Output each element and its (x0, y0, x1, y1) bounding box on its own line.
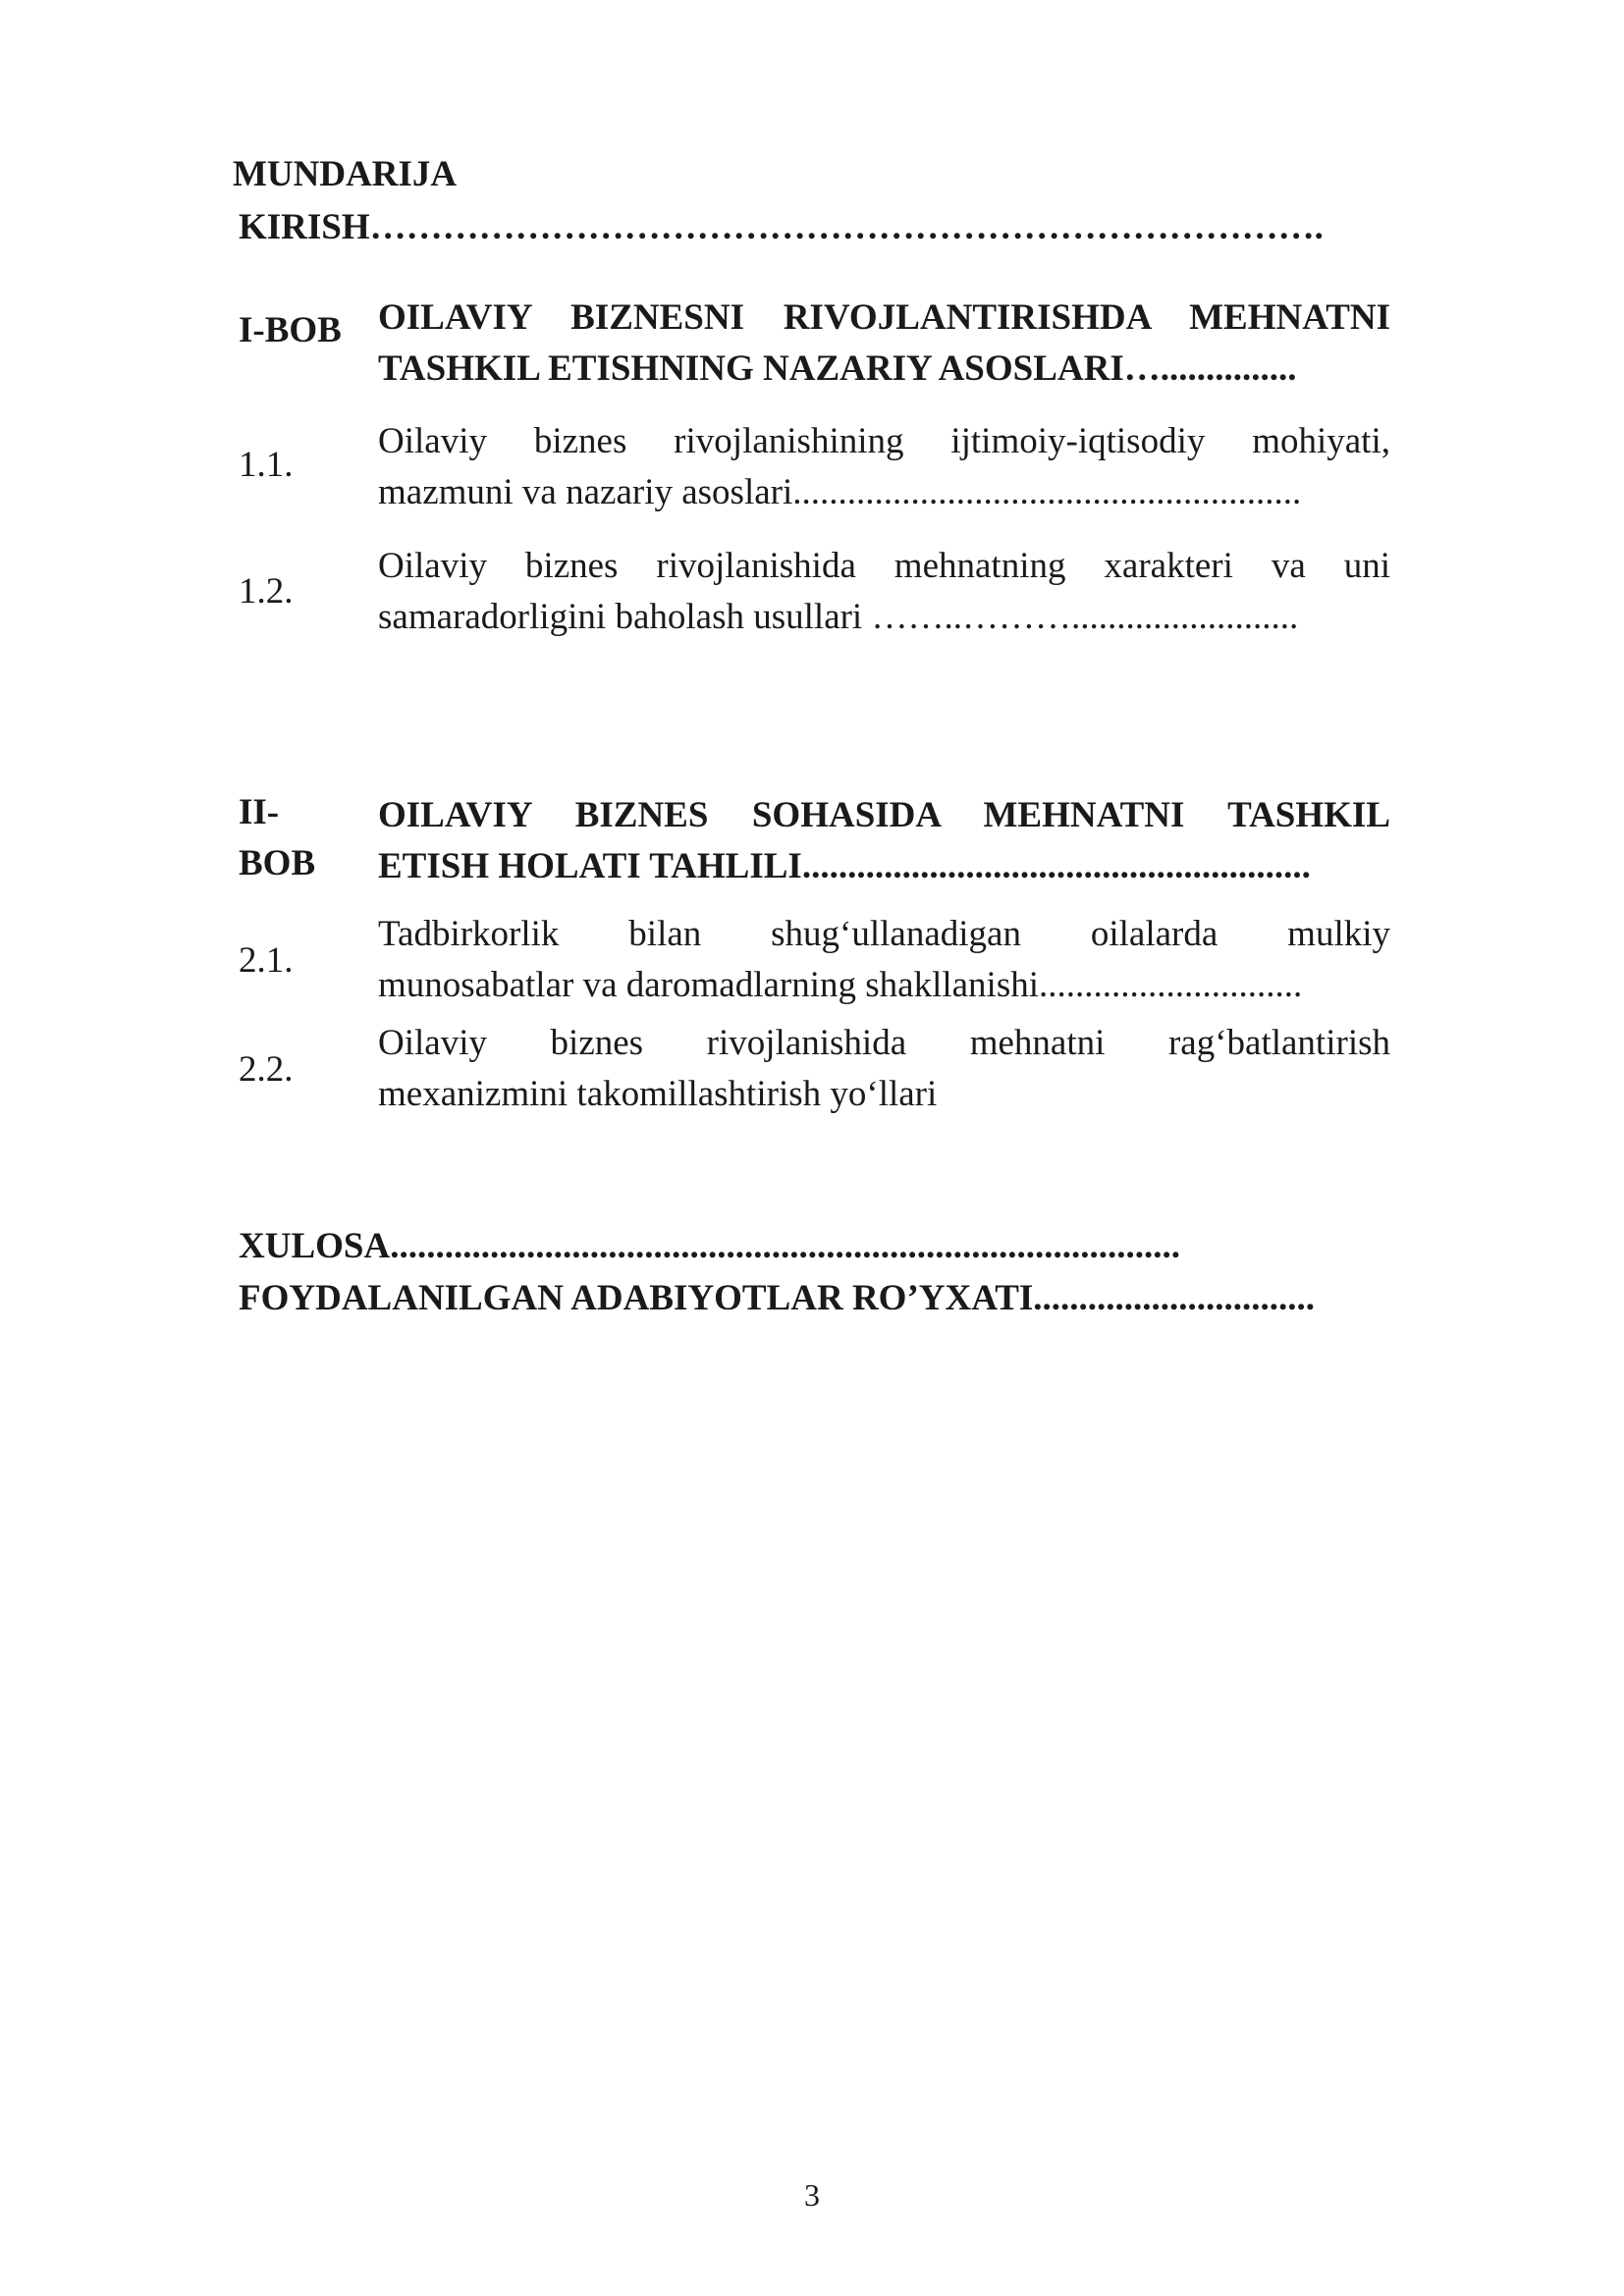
toc-heading: MUNDARIJA (233, 154, 458, 194)
page-number: 3 (804, 2177, 820, 2213)
section-2-2-title (378, 1018, 1390, 1120)
section-2-2-line-2: mexanizmini takomillashtirish yo‘llari (378, 1074, 938, 1114)
chapter-1-title-line-1: OILAVIY BIZNESNI RIVOJLANTIRISHDA MEHNATNI (378, 297, 1390, 338)
section-2-2-number: 2.2. (239, 1049, 294, 1090)
section-2-1-number: 2.1. (239, 940, 294, 981)
toc-entry-kirish: KIRISH……………………………………………………………………. (239, 207, 1324, 247)
chapter-2-title-line-2: ETISH HOLATI TAHLILI........................................................ (378, 846, 1311, 886)
section-2-1-line-1: Tadbirkorlik bilan shug‘ullanadigan oilalarda mulkiy (378, 914, 1390, 954)
section-1-1-title (378, 416, 1390, 518)
chapter-2-title (378, 790, 1390, 892)
section-1-1-line-1: Oilaviy biznes rivojlanishining ijtimoiy-iqtisodiy mohiyati, (378, 421, 1390, 461)
chapter-2-label-line-1: II- (239, 792, 280, 832)
section-1-2-number: 1.2. (239, 571, 294, 612)
section-1-2-line-2: samaradorligini baholash usullari ……..………......................... (378, 597, 1299, 637)
chapter-1-title-line-2: TASHKIL ETISHNING NAZARIY ASOSLARI…............... (378, 348, 1297, 389)
section-2-1-line-2: munosabatlar va daromadlarning shakllanishi............................. (378, 965, 1303, 1005)
chapter-1-title (378, 293, 1390, 395)
chapter-2-label (239, 787, 315, 889)
chapter-2-title-line-1: OILAVIY BIZNES SOHASIDA MEHNATNI TASHKIL (378, 795, 1390, 835)
section-2-2-line-1: Oilaviy biznes rivojlanishida mehnatni rag‘batlantirish (378, 1023, 1390, 1063)
section-2-1-title (378, 909, 1390, 1011)
section-1-2-title (378, 541, 1390, 643)
toc-entry-references: FOYDALANILGAN ADABIYOTLAR RO’YXATI............................... (239, 1278, 1316, 1318)
section-1-1-line-2: mazmuni va nazariy asoslari........................................................ (378, 472, 1302, 512)
toc-entry-xulosa: XULOSA....................................................................................... (239, 1226, 1180, 1266)
chapter-1-label: I-BOB (239, 310, 342, 350)
chapter-2-label-line-2: BOB (239, 843, 316, 883)
section-1-1-number: 1.1. (239, 445, 294, 485)
section-1-2-line-1: Oilaviy biznes rivojlanishida mehnatning xarakteri va uni (378, 546, 1390, 586)
